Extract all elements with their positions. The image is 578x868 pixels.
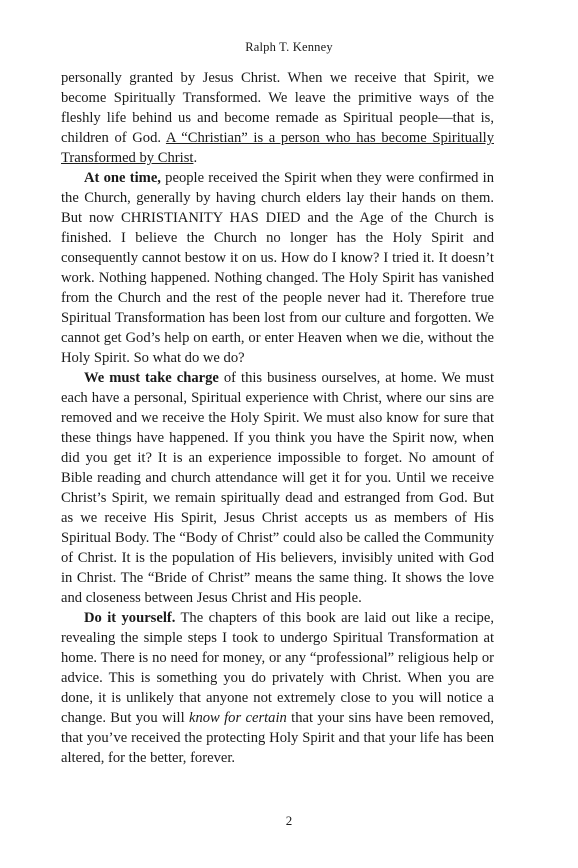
paragraph-lead: We must take charge: [84, 370, 219, 386]
body-text: [61, 68, 494, 768]
paragraph-at-one-time: [61, 168, 494, 368]
paragraph-text: .: [193, 150, 198, 166]
paragraph-do-it-yourself: [61, 608, 494, 768]
underlined-definition: A “Christian” is a person who has become Spiritually Transformed by Christ: [61, 130, 494, 166]
paragraph-lead: Do it yourself.: [84, 610, 176, 626]
paragraph-text: people received the Spirit when they were confirmed in the Church, generally by having church elders lay their hands on them. But now CHRISTIANITY HAS DIED and the Age of the Church is finished. I believe the Church no longer has the Holy Spirit and consequently cannot bestow it on us. How do I know? I tried it. It doesn’t work. Nothing happened. Nothing changed. The Holy Spirit has vanished from the Church and the rest of the people never had it. Therefore true Spiritual Transformation has been lost from our culture and forgotten. We cannot get God’s help on earth, or enter Heaven when we die, without the Holy Spirit. So what do we do?: [61, 170, 494, 366]
emphasis-text: know for certain: [188, 710, 287, 726]
paragraph-text: The chapters of this book are laid out like a recipe, revealing the simple steps I took to undergo Spiritual Transformation at home. There is no need for money, or any “professional” religious help or advice. This is something you do privately with Christ. When you are done, it is unlikely that anyone not extremely close to you will notice a change. But you will: [61, 610, 494, 726]
running-head: Ralph T. Kenney: [245, 40, 333, 54]
paragraph-lead: At one time,: [84, 170, 161, 186]
paragraph-continued: [61, 68, 494, 168]
paragraph-text: of this business ourselves, at home. We must each have a personal, Spiritual experience with Christ, where our sins are removed and we receive the Holy Spirit. We must also know for sure that these things have happened. If you think you have the Spirit now, when did you get it? It is an experience impossible to forget. No amount of Bible reading and church attendance will get it for you. Until we receive Christ’s Spirit, we remain spiritually dead and estranged from God. But as we receive His Spirit, Jesus Christ accepts us as members of His Spiritual Body. The “Body of Christ” could also be called the Community of Christ. It is the population of His believers, invisibly united with God in Christ. The “Bride of Christ” means the same thing. It shows the love and closeness between Jesus Christ and His people.: [61, 370, 494, 606]
page-number: 2: [285, 813, 293, 828]
paragraph-take-charge: [61, 368, 494, 608]
paragraph-text: that your sins have been removed, that you’ve received the protecting Holy Spirit and that your life has been altered, for the better, forever.: [61, 710, 494, 766]
paragraph-text: personally granted by Jesus Christ. When we receive that Spirit, we become Spiritually Transformed. We leave the primitive ways of the fleshly life behind us and become remade as Spiritual people—that is, children of God.: [61, 70, 494, 146]
